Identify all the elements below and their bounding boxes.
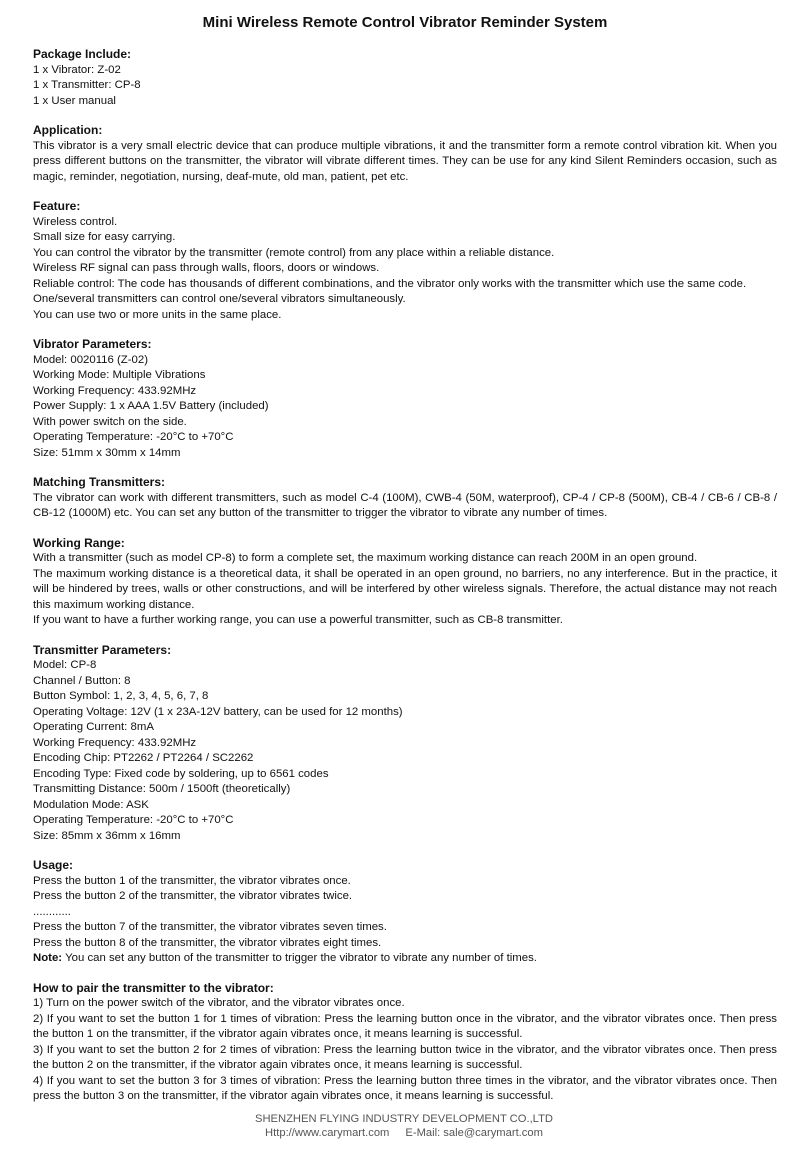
pairing-step: 2) If you want to set the button 1 for 1 times of vibration: Press the learning button once in the vibrator, and the vibrator vibrates once. Then press the button 1 on the transmitter, if the vibrator again vibrates once, it means learning is successful. — [33, 1012, 777, 1040]
usage-note-text: You can set any button of the transmitter to trigger the vibrator to vibrate any number of times. — [62, 952, 537, 964]
usage-heading: Usage: — [33, 858, 74, 872]
package-item: 1 x Vibrator: Z-02 — [33, 63, 121, 76]
footer-email-link[interactable]: E-Mail: sale@carymart.com — [405, 1127, 543, 1139]
transmitter-parameter: Operating Temperature: -20°C to +70°C — [33, 814, 234, 826]
matching-transmitters-section — [33, 475, 777, 522]
usage-section — [33, 858, 777, 967]
usage-item: ............ — [33, 905, 71, 918]
transmitter-parameter: Encoding Type: Fixed code by soldering, up to 6561 codes — [33, 767, 329, 780]
transmitter-parameters-heading: Transmitter Parameters: — [33, 642, 172, 657]
package-section — [33, 47, 777, 109]
transmitter-parameter: Size: 85mm x 36mm x 16mm — [33, 829, 181, 842]
document-title: Mini Wireless Remote Control Vibrator Reminder System — [202, 14, 608, 31]
application-heading: Application: — [33, 123, 103, 137]
package-item: 1 x Transmitter: CP-8 — [33, 79, 141, 91]
transmitter-parameter: Operating Current: 8mA — [33, 721, 154, 733]
vibrator-parameter: With power switch on the side. — [33, 415, 187, 428]
usage-item: Press the button 8 of the transmitter, the vibrator vibrates eight times. — [33, 936, 382, 949]
package-item: 1 x User manual — [33, 94, 116, 107]
transmitter-parameters-section — [33, 643, 777, 845]
vibrator-parameters-heading: Vibrator Parameters: — [33, 337, 152, 351]
working-range-paragraph: With a transmitter (such as model CP-8) to form a complete set, the maximum working distance can reach 200M in an open ground. — [33, 552, 698, 564]
usage-note-label: Note: — [33, 952, 63, 964]
working-range-section — [33, 536, 777, 629]
application-text: This vibrator is a very small electric device that can produce multiple vibrations, it and the transmitter form a remote control vibration kit. When you press different buttons on the transmitter, the vibrator will vibrate different times. They can be use for any kind Silent Reminders occasion, such as magic, reminder, negotiation, nursing, deaf-mute, old man, patient, pet etc. — [33, 139, 777, 183]
working-range-heading: Working Range: — [33, 535, 125, 550]
usage-item: Press the button 2 of the transmitter, the vibrator vibrates twice. — [33, 890, 353, 902]
vibrator-parameter: Size: 51mm x 30mm x 14mm — [33, 446, 181, 459]
feature-item: One/several transmitters can control one/several vibrators simultaneously. — [33, 293, 406, 305]
feature-item: Wireless RF signal can pass through walls, floors, doors or windows. — [33, 262, 380, 274]
feature-item: Small size for easy carrying. — [33, 231, 176, 243]
footer-contact — [0, 1126, 808, 1140]
pairing-section — [33, 981, 777, 1105]
feature-item: Wireless control. — [33, 215, 118, 228]
feature-heading: Feature: — [33, 199, 81, 213]
pairing-heading: How to pair the transmitter to the vibrator: — [33, 980, 274, 995]
transmitter-parameter: Modulation Mode: ASK — [33, 798, 149, 811]
transmitter-parameter: Button Symbol: 1, 2, 3, 4, 5, 6, 7, 8 — [33, 690, 209, 702]
transmitter-parameter: Working Frequency: 433.92MHz — [33, 736, 197, 749]
feature-item: You can use two or more units in the same place. — [33, 308, 282, 321]
pairing-step: 3) If you want to set the button 2 for 2 times of vibration: Press the learning button twice in the vibrator, and the vibrator vibrates once. Then press the button 2 on the transmitter, if the vibrator again vibrates once, it means learning is successful. — [33, 1043, 777, 1071]
matching-transmitters-heading: Matching Transmitters: — [33, 475, 166, 489]
transmitter-parameter: Encoding Chip: PT2262 / PT2264 / SC2262 — [33, 752, 254, 764]
pairing-step: 1) Turn on the power switch of the vibrator, and the vibrator vibrates once. — [33, 997, 405, 1009]
working-range-paragraph: The maximum working distance is a theoretical data, it shall be operated in an open ground, no barriers, no any interference. But in the practice, it will be hindered by trees, walls or other constructions, and will be interfered by other wireless signals. Therefore, the actual distance may not reach this maximum working distance. — [33, 567, 777, 611]
matching-transmitters-text: The vibrator can work with different transmitters, such as model C-4 (100M), CWB-4 (50M, waterproof), CP-4 / CP-8 (500M), CB-4 / CB-6 / CB-8 / CB-12 (1000M) etc. You can set any button of the transmitter to trigger the vibrator to vibrate any number of times. — [33, 491, 777, 519]
page-footer — [0, 1112, 808, 1140]
vibrator-parameter: Working Mode: Multiple Vibrations — [33, 369, 206, 381]
feature-item: Reliable control: The code has thousands of different combinations, and the vibrator only works with the transmitter which use the same code. — [33, 277, 747, 290]
usage-item: Press the button 7 of the transmitter, the vibrator vibrates seven times. — [33, 921, 387, 933]
usage-item: Press the button 1 of the transmitter, the vibrator vibrates once. — [33, 874, 351, 887]
feature-item: You can control the vibrator by the transmitter (remote control) from any place within a reliable distance. — [33, 246, 555, 259]
vibrator-parameter: Model: 0020116 (Z-02) — [33, 353, 149, 366]
transmitter-parameter: Operating Voltage: 12V (1 x 23A-12V battery, can be used for 12 months) — [33, 705, 403, 718]
transmitter-parameter: Model: CP-8 — [33, 659, 97, 671]
vibrator-parameter: Operating Temperature: -20°C to +70°C — [33, 431, 234, 443]
vibrator-parameter: Power Supply: 1 x AAA 1.5V Battery (included) — [33, 400, 269, 412]
vibrator-parameter: Working Frequency: 433.92MHz — [33, 384, 197, 397]
feature-section — [33, 199, 777, 323]
usage-note — [33, 951, 777, 967]
application-section — [33, 123, 777, 185]
package-heading: Package Include: — [33, 47, 132, 61]
document-page — [33, 14, 777, 1119]
transmitter-parameter: Channel / Button: 8 — [33, 674, 131, 687]
vibrator-parameters-section — [33, 337, 777, 461]
pairing-step: 4) If you want to set the button 3 for 3 times of vibration: Press the learning button three times in the vibrator, and the vibrator vibrates once. Then press the button 3 on the transmitter, if the vibrator again vibrates once, it means learning is successful. — [33, 1074, 777, 1102]
working-range-paragraph: If you want to have a further working range, you can use a powerful transmitter, such as CB-8 transmitter. — [33, 614, 563, 626]
footer-website-link[interactable]: Http://www.carymart.com — [265, 1127, 390, 1139]
footer-company: SHENZHEN FLYING INDUSTRY DEVELOPMENT CO.,LTD — [255, 1113, 553, 1125]
transmitter-parameter: Transmitting Distance: 500m / 1500ft (theoretically) — [33, 783, 291, 795]
